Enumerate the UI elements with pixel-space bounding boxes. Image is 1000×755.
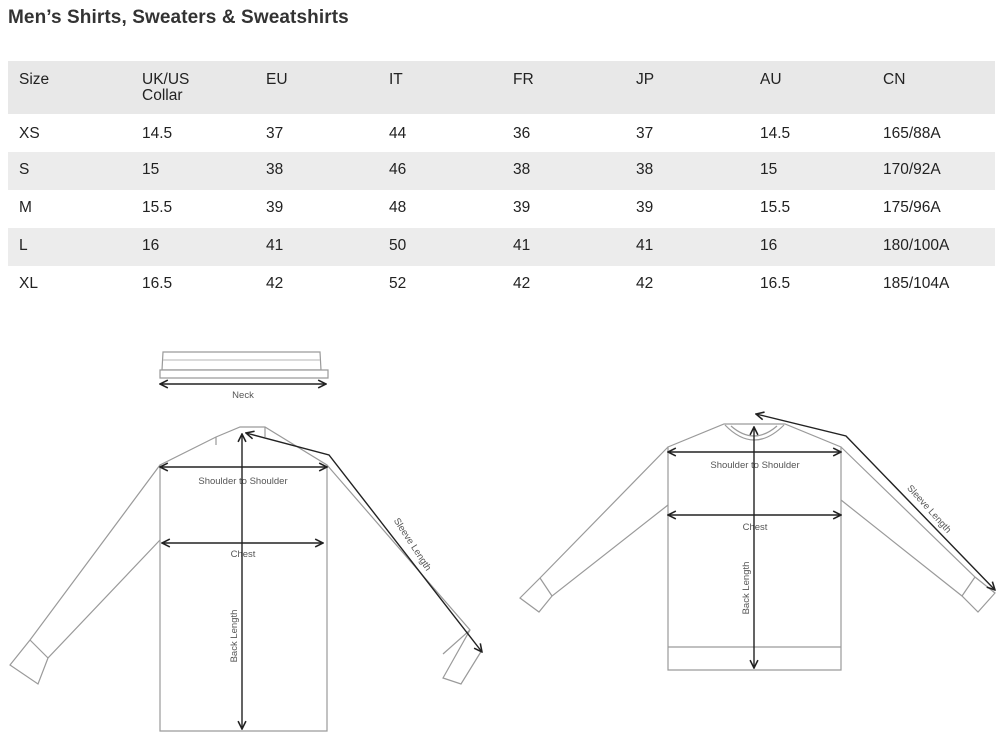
cell-fr: 36 [513,125,531,142]
measurement-diagram [0,340,1000,755]
shirt-back-length-label: Back Length [229,609,240,663]
cell-uk-us: 16 [142,237,160,254]
cell-it: 44 [389,125,407,142]
sweater-sleeve-length-label: Sleeve Length [904,483,954,536]
cell-jp: 39 [636,199,654,216]
cell-size: M [19,199,32,216]
cell-size: XL [19,275,38,292]
cell-fr: 38 [513,161,531,178]
cell-size: XS [19,125,40,142]
shirt-shoulder-label: Shoulder to Shoulder [198,476,288,487]
table-row [8,266,995,304]
header-au: AU [760,71,782,88]
cell-jp: 42 [636,275,654,292]
cell-size: S [19,161,30,178]
cell-eu: 38 [266,161,284,178]
table-row [8,152,995,190]
header-cn: CN [883,71,906,88]
cell-jp: 38 [636,161,654,178]
cell-cn: 165/88A [883,125,941,142]
cell-cn: 185/104A [883,275,950,292]
cell-cn: 180/100A [883,237,950,254]
cell-eu: 42 [266,275,284,292]
cell-it: 52 [389,275,407,292]
cell-uk-us: 16.5 [142,275,173,292]
cell-size: L [19,237,28,254]
cell-au: 16 [760,237,778,254]
header-fr: FR [513,71,534,88]
table-row [8,228,995,266]
cell-eu: 41 [266,237,284,254]
size-chart-table [8,61,995,304]
table-row [8,190,995,228]
cell-cn: 175/96A [883,199,941,216]
table-header-row [8,61,995,114]
cell-fr: 41 [513,237,531,254]
sweater-sleeve-length-arrow [756,414,995,590]
header-jp: JP [636,71,655,88]
cell-uk-us: 15.5 [142,199,173,216]
table-row [8,114,995,152]
header-collar: Collar [142,87,183,104]
cell-cn: 170/92A [883,161,941,178]
cell-au: 15 [760,161,778,178]
cell-uk-us: 15 [142,161,160,178]
header-size: Size [19,71,50,88]
cell-eu: 37 [266,125,284,142]
header-uk-us: UK/US [142,71,190,88]
cell-it: 50 [389,237,407,254]
collar-illustration [160,352,328,378]
sweater-back-length-label: Back Length [741,561,752,615]
sweater-shoulder-label: Shoulder to Shoulder [710,460,800,471]
page-title: Men’s Shirts, Sweaters & Sweatshirts [8,7,349,28]
shirt-illustration [10,427,482,731]
shirt-sleeve-length-label: Sleeve Length [390,516,434,574]
cell-it: 48 [389,199,407,216]
cell-eu: 39 [266,199,284,216]
cell-jp: 37 [636,125,654,142]
neck-label: Neck [232,390,254,401]
cell-uk-us: 14.5 [142,125,173,142]
cell-au: 15.5 [760,199,791,216]
shirt-chest-label: Chest [230,549,256,560]
cell-it: 46 [389,161,407,178]
header-it: IT [389,71,403,88]
cell-au: 16.5 [760,275,791,292]
cell-fr: 42 [513,275,531,292]
sweater-chest-label: Chest [742,522,768,533]
cell-fr: 39 [513,199,531,216]
cell-au: 14.5 [760,125,791,142]
header-eu: EU [266,71,288,88]
cell-jp: 41 [636,237,654,254]
header-uk-us-collar [131,61,255,114]
